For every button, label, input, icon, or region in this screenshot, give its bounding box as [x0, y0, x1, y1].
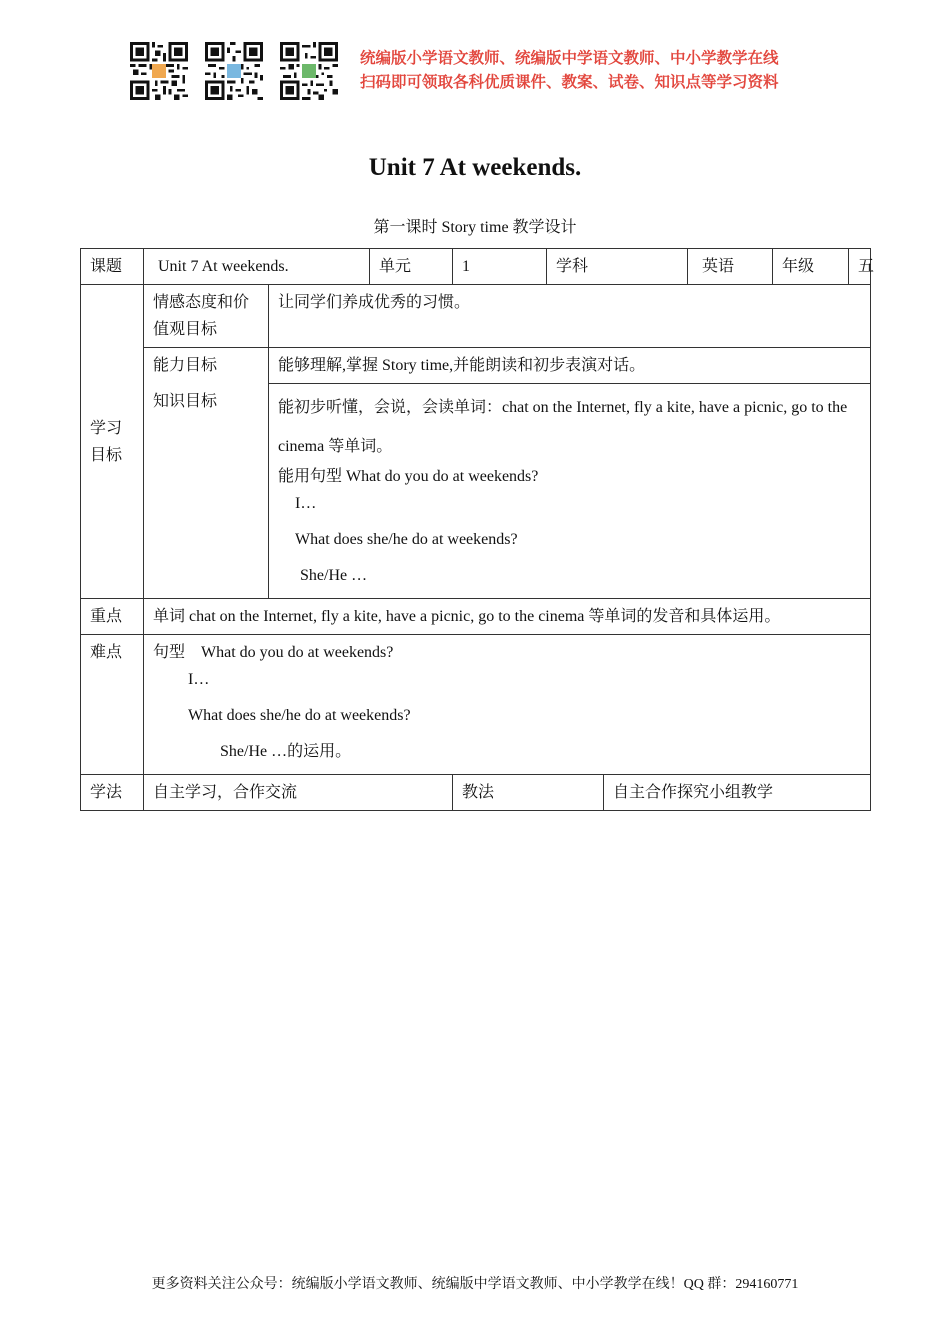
difficulties-value: [144, 635, 871, 775]
table-row: [81, 348, 871, 384]
knowledge-line-1: 能初步听懂，会说，会读单词：chat on the Internet, fly a kite, have a picnic, go to the cinema 等单词。: [278, 399, 848, 455]
banner-text: [360, 46, 840, 94]
unit-label: 单元: [370, 249, 453, 285]
document-title: Unit 7 At weekends.: [368, 154, 582, 181]
knowledge-line-4: What does she/he do at weekends?: [295, 531, 518, 548]
grade-label: 年级: [773, 249, 849, 285]
table-row: [81, 775, 871, 811]
difficulties-line-4: She/He …的运用。: [220, 743, 352, 760]
table-row: [81, 285, 871, 348]
knowledge-value: [269, 384, 871, 599]
knowledge-label: 知识目标: [144, 384, 269, 599]
study-method-value: 自主学习，合作交流: [144, 775, 453, 811]
topic-value: Unit 7 At weekends.: [144, 249, 370, 285]
knowledge-line-2: 能用句型 What do you do at weekends?: [278, 468, 539, 485]
qr-code-icon: [280, 42, 338, 100]
teach-method-value: 自主合作探究小组教学: [604, 775, 871, 811]
footer-text: 更多资料关注公众号：统编版小学语文教师、统编版中学语文教师、中小学教学在线！QQ 群：294160771: [151, 1277, 799, 1292]
table-row: [81, 635, 871, 775]
difficulties-line-1: 句型 What do you do at weekends?: [153, 644, 394, 661]
table-row: [81, 599, 871, 635]
emotion-label: 情感态度和价值观目标: [144, 285, 269, 348]
key-points-label: 重点: [81, 599, 144, 635]
ability-value: 能够理解,掌握 Story time,并能朗读和初步表演对话。: [269, 348, 871, 384]
emotion-value: 让同学们养成优秀的习惯。: [269, 285, 871, 348]
topic-label: 课题: [81, 249, 144, 285]
knowledge-line-5: She/He …: [300, 567, 368, 584]
key-points-value: 单词 chat on the Internet, fly a kite, have a picnic, go to the cinema 等单词的发音和具体运用。: [144, 599, 871, 635]
qr-code-icon: [130, 42, 188, 100]
banner-line-2: 扫码即可领取各科优质课件、教案、试卷、知识点等学习资料: [360, 73, 779, 91]
ability-label: 能力目标: [144, 348, 269, 384]
difficulties-line-2: I…: [188, 671, 210, 688]
table-row: [81, 249, 871, 285]
grade-value: 五: [849, 249, 871, 285]
difficulties-line-3: What does she/he do at weekends?: [188, 707, 411, 724]
table-row: [81, 384, 871, 599]
qr-code-icon: [205, 42, 263, 100]
subject-label: 学科: [547, 249, 688, 285]
subject-value: 英语: [688, 249, 773, 285]
knowledge-line-3: I…: [295, 495, 317, 512]
teach-method-label: 教法: [453, 775, 604, 811]
header-banner: [130, 42, 830, 102]
banner-line-1: 统编版小学语文教师、统编版中学语文教师、中小学教学在线: [360, 49, 779, 67]
objectives-label-line-1: 学习: [90, 419, 123, 437]
objectives-label-line-2: 目标: [90, 446, 123, 464]
study-method-label: 学法: [81, 775, 144, 811]
unit-value: 1: [453, 249, 547, 285]
lesson-plan-table: [80, 248, 875, 811]
difficulties-label: 难点: [81, 635, 144, 775]
document-subtitle: 第一课时 Story time 教学设计: [373, 219, 577, 236]
objectives-label: [81, 285, 144, 599]
